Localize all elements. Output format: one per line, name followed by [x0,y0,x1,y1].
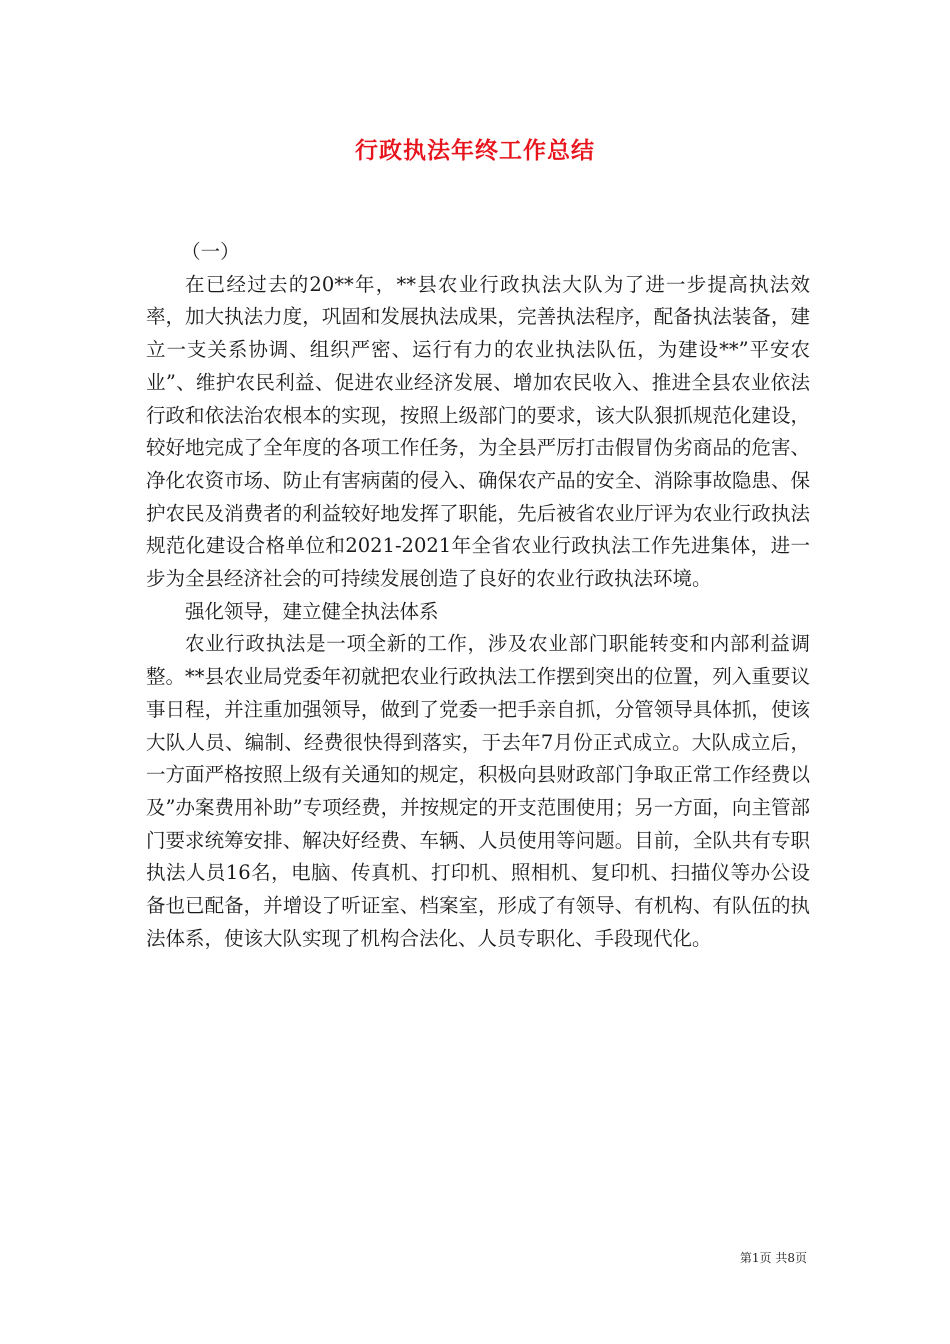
paragraph-intro: 在已经过去的20**年，**县农业行政执法大队为了进一步提高执法效率，加大执法力度，巩固和发展执法成果，完善执法程序，配备执法装备，建立一支关系协调、组织严密、运行有力的农业执法队伍，为建设**”平安农业”、维护农民利益、促进农业经济发展、增加农民收入、推进全县农业依法行政和依法治农根本的实现，按照上级部门的要求，该大队狠抓规范化建设，较好地完成了全年度的各项工作任务，为全县严厉打击假冒伪劣商品的危害、净化农资市场、防止有害病菌的侵入、确保农产品的安全、消除事故隐患、保护农民及消费者的利益较好地发挥了职能，先后被省农业厅评为农业行政执法规范化建设合格单位和2021-2021年全省农业行政执法工作先进集体，进一步为全县经济社会的可持续发展创造了良好的农业行政执法环境。 [146,272,810,591]
section-number: （一） [181,240,240,263]
section-heading: 强化领导，建立健全执法体系 [185,599,439,623]
paragraph-leadership: 农业行政执法是一项全新的工作，涉及农业部门职能转变和内部利益调整。**县农业局党委年初就把农业行政执法工作摆到突出的位置，列入重要议事日程，并注重加强领导，做到了党委一把手亲自抓，分管领导具体抓，使该大队人员、编制、经费很快得到落实，于去年7月份正式成立。大队成立后，一方面严格按照上级有关通知的规定，积极向县财政部门争取正常工作经费以及”办案费用补助”专项经费，并按规定的开支范围使用；另一方面，向主管部门要求统筹安排、解决好经费、车辆、人员使用等问题。目前，全队共有专职执法人员16名，电脑、传真机、打印机、照相机、复印机、扫描仪等办公设备也已配备，并增设了听证室、档案室，形成了有领导、有机构、有队伍的执法体系，使该大队实现了机构合法化、人员专职化、手段现代化。 [146,632,810,950]
document-body [146,236,810,955]
document-title: 行政执法年终工作总结 [355,137,595,164]
page-footer: 第1页 共8页 [739,1251,807,1265]
